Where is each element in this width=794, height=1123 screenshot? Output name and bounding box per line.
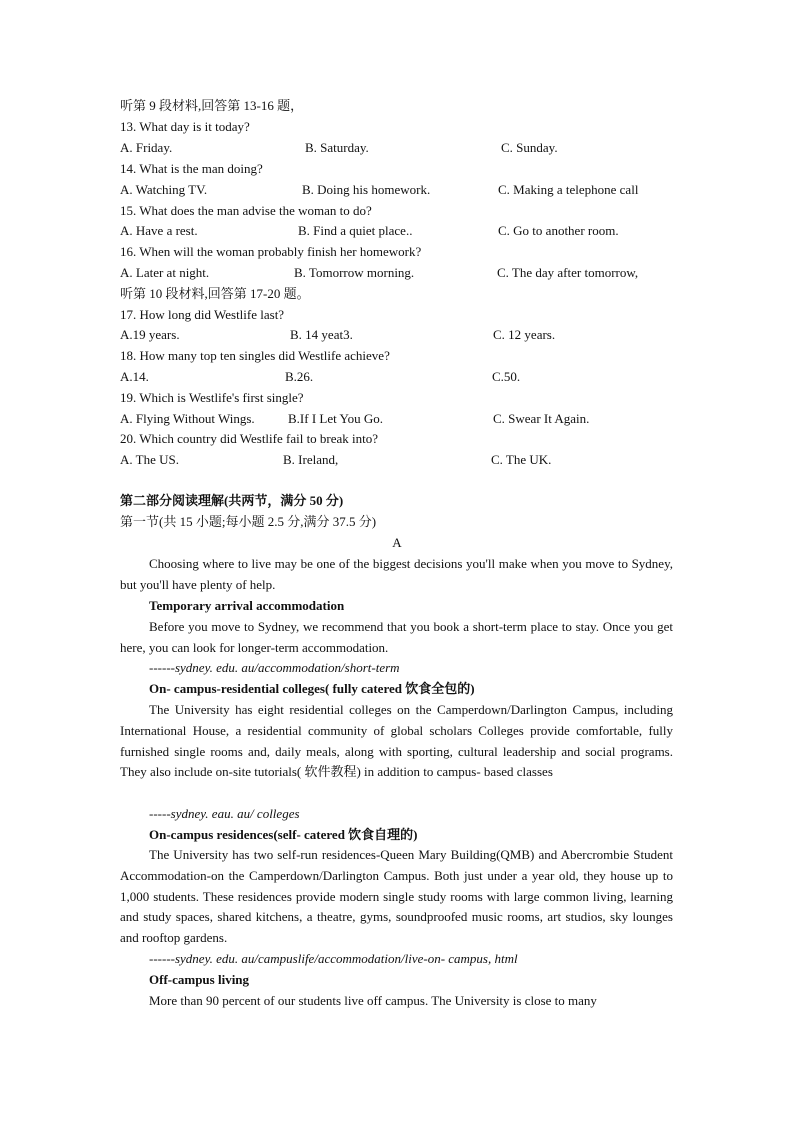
q20-option-c: C. The UK.	[491, 452, 552, 467]
paragraph-campus-residences: The University has two self-run residences-Queen Mary Building(QMB) and Abercrombie Student Accommodation-on the Camperdown/Darlington Campus. Both just under a year old, they house up to 1,000 students. These residences provide modern single study rooms with large common living, learning and study spaces, shared kitchens, a theatre, gyms, soundproofed music rooms, art studios, sky lounges and rooftop gardens.	[120, 847, 673, 945]
q19-option-a: A. Flying Without Wings.	[120, 411, 255, 426]
q13-option-a: A. Friday.	[120, 140, 173, 155]
q14-option-b: B. Doing his homework.	[302, 182, 431, 197]
heading-temporary-accommodation: Temporary arrival accommodation	[149, 598, 345, 613]
q15-option-b: B. Find a quiet place..	[298, 223, 413, 238]
q20-option-b: B. Ireland,	[283, 452, 339, 467]
paragraph-temporary-accommodation: Before you move to Sydney, we recommend that you book a short-term place to stay. Once you get here, you can look for longer-term accommodation.	[120, 619, 673, 655]
q19-stem: 19. Which is Westlife's first single?	[120, 390, 304, 405]
section9-intro: 听第 9 段材料,回答第 13-16 题，	[120, 98, 304, 113]
q15-stem: 15. What does the man advise the woman to do?	[120, 203, 372, 218]
passage-label: A	[392, 535, 402, 550]
q17-option-a: A.19 years.	[120, 327, 180, 342]
q16-option-c: C. The day after tomorrow,	[497, 265, 639, 280]
source-link-colleges: -----sydney. eau. au/ colleges	[149, 806, 300, 821]
q17-option-b: B. 14 yeat3.	[290, 327, 353, 342]
q16-option-a: A. Later at night.	[120, 265, 210, 280]
q17-stem: 17. How long did Westlife last?	[120, 307, 285, 322]
q14-option-c: C. Making a telephone call	[498, 182, 639, 197]
paragraph-residential-colleges: The University has eight residential colleges on the Camperdown/Darlington Campus, including International House, a residential community of global scholars Colleges provide comfortable, fully furnished single rooms and, daily meals, along with sporting, cultural leadership and social programs. They also include on-site tutorials( 软件教程) in addition to campus- based classes	[120, 702, 673, 780]
section10-intro: 听第 10 段材料,回答第 17-20 题。	[120, 286, 310, 301]
q14-option-a: A. Watching TV.	[120, 182, 208, 197]
q18-option-b: B.26.	[285, 369, 314, 384]
q19-option-b: B.If I Let You Go.	[288, 411, 383, 426]
q13-stem: 13. What day is it today?	[120, 119, 250, 134]
q18-option-a: A.14.	[120, 369, 149, 384]
q14-stem: 14. What is the man doing?	[120, 161, 263, 176]
reading-section-title: 第一节(共 15 小题;每小题 2.5 分,满分 37.5 分)	[120, 514, 377, 529]
q15-option-c: C. Go to another room.	[498, 223, 619, 238]
q20-stem: 20. Which country did Westlife fail to break into?	[120, 431, 379, 446]
heading-residential-colleges: On- campus-residential colleges( fully catered 饮食全包的)	[149, 681, 475, 696]
q16-stem: 16. When will the woman probably finish her homework?	[120, 244, 422, 259]
q20-option-a: A. The US.	[120, 452, 179, 467]
heading-off-campus-living: Off-campus living	[149, 972, 250, 987]
source-link-live-on-campus: ------sydney. edu. au/campuslife/accommodation/live-on- campus, html	[149, 951, 518, 966]
q18-stem: 18. How many top ten singles did Westlife achieve?	[120, 348, 390, 363]
q18-option-c: C.50.	[492, 369, 521, 384]
reading-part-title: 第二部分阅读理解(共两节，满分 50 分)	[120, 493, 344, 508]
source-link-short-term: ------sydney. edu. au/accommodation/short-term	[149, 660, 400, 675]
q17-option-c: C. 12 years.	[493, 327, 556, 342]
q13-option-c: C. Sunday.	[501, 140, 558, 155]
q13-option-b: B. Saturday.	[305, 140, 369, 155]
heading-campus-residences: On-campus residences(self- catered 饮食自理的)	[149, 827, 418, 842]
passage-intro: Choosing where to live may be one of the biggest decisions you'll make when you move to Sydney, but you'll have plenty of help.	[120, 556, 673, 592]
q19-option-c: C. Swear It Again.	[493, 411, 590, 426]
paragraph-off-campus-living: More than 90 percent of our students live off campus. The University is close to many	[149, 993, 597, 1008]
q15-option-a: A. Have a rest.	[120, 223, 198, 238]
q16-option-b: B. Tomorrow morning.	[294, 265, 415, 280]
